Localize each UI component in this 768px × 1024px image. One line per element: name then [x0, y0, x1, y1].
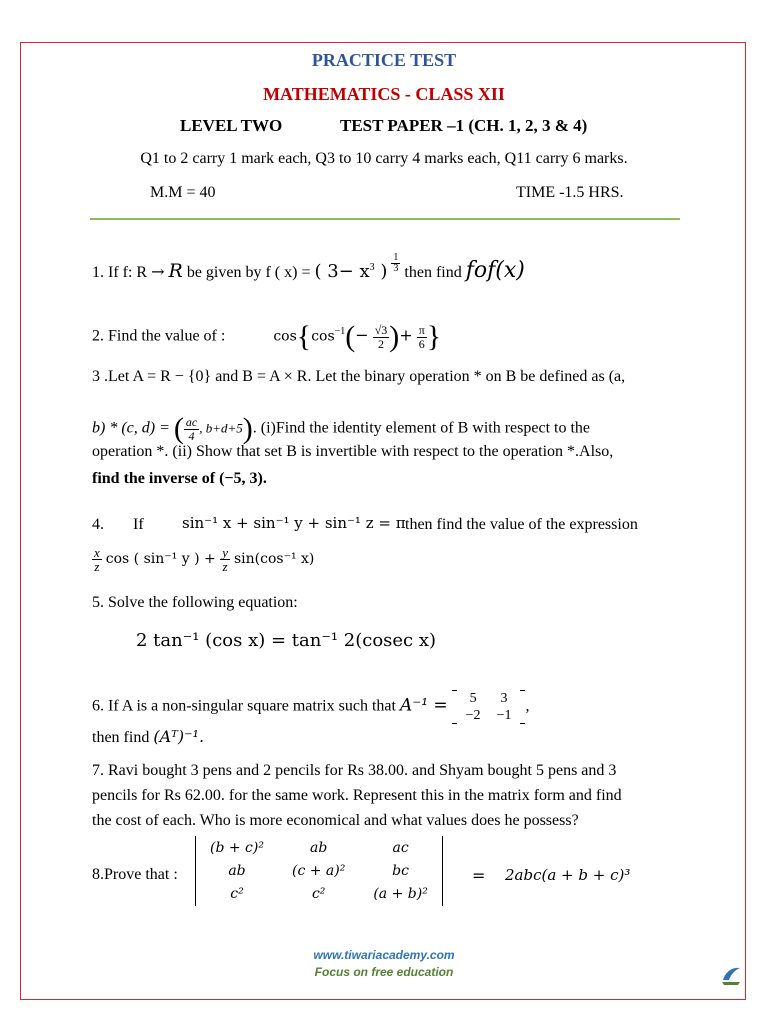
question-6: 6. If A is a non-singular square matrix such that A⁻¹ = 5 3 −2 −1 ,	[92, 691, 530, 723]
determinant: (b + c)² ab ac ab (c + a)² bc c² c² (a + b)²	[195, 836, 443, 906]
question-7-line-3: the cost of each. Who is more economical and what values does he possess?	[92, 812, 579, 829]
footer-website-link[interactable]: www.tiwariacademy.com	[313, 948, 455, 962]
question-1: 1. If f: R → R be given by f ( x) = ( $3- x^3$ ) $\frac{1}{3}$ then find fof(x)	[92, 251, 525, 283]
question-4-rest: then find the value of the expression	[405, 516, 638, 533]
question-2: 2. Find the value of : $\cos\{\cos^{-1}(-$ $\frac{√3}{2}$ )+ $\frac{\pi}{6}$ }	[92, 320, 442, 353]
question-7-line-2: pencils for Rs 62.00. for the same work. Represent this in the matrix form and find	[92, 787, 622, 804]
level-label: LEVEL TWO	[180, 116, 283, 135]
question-3-line-4: find the inverse of (−5, 3).	[92, 470, 267, 487]
paper-label: TEST PAPER –1 (CH. 1, 2, 3 & 4)	[340, 116, 588, 135]
question-5: 5. Solve the following equation:	[92, 594, 298, 611]
subject-title: MATHEMATICS - CLASS XII	[263, 84, 505, 104]
page-title: PRACTICE TEST	[311, 50, 457, 70]
question-3-line-2: b) * (c, d) = ( $\frac{ac}{4}$ , b+d+5). (i)Find the identity element of B with respect to the	[92, 412, 591, 445]
academy-logo-icon	[720, 964, 742, 986]
question-4-equation: sin⁻¹ x + sin⁻¹ y + sin⁻¹ z = π	[182, 514, 406, 532]
question-3-line-1: 3 .Let A = R − {0} and B = A × R. Let the binary operation * on B be defined as (a,	[92, 368, 626, 385]
question-3-line-3: operation *. (ii) Show that set B is invertible with respect to the operation *.Also,	[92, 443, 614, 460]
max-marks: M.M = 40	[150, 184, 216, 201]
question-7-line-1: 7. Ravi bought 3 pens and 2 pencils for Rs 38.00. and Shyam bought 5 pens and 3	[92, 762, 617, 779]
separator-line	[90, 218, 680, 220]
marks-info: Q1 to 2 carry 1 mark each, Q3 to 10 carry 4 marks each, Q11 carry 6 marks.	[140, 150, 628, 167]
question-5-equation: 2 tan⁻¹ (cos x) = tan⁻¹ 2(cosec x)	[136, 630, 437, 651]
question-8-equals: =	[472, 866, 486, 885]
time-label: TIME -1.5 HRS.	[516, 184, 624, 201]
footer-tagline: Focus on free education	[314, 965, 454, 979]
question-8-rhs: 2abc(a + b + c)³	[505, 866, 631, 884]
question-4-if: If	[133, 516, 144, 533]
inverse-matrix: 5 3 −2 −1	[452, 690, 526, 724]
question-4-num: 4.	[92, 516, 104, 533]
question-4-expression: $\frac{x}{z}$ cos ( sin⁻¹ y ) + $\frac{y}{z}$ sin(cos⁻¹ x)	[94, 545, 315, 574]
fof-expression: fof(x)	[465, 258, 525, 283]
question-6-line-2: then find (Aᵀ)⁻¹.	[92, 727, 205, 746]
question-8: 8.Prove that :	[92, 866, 178, 883]
